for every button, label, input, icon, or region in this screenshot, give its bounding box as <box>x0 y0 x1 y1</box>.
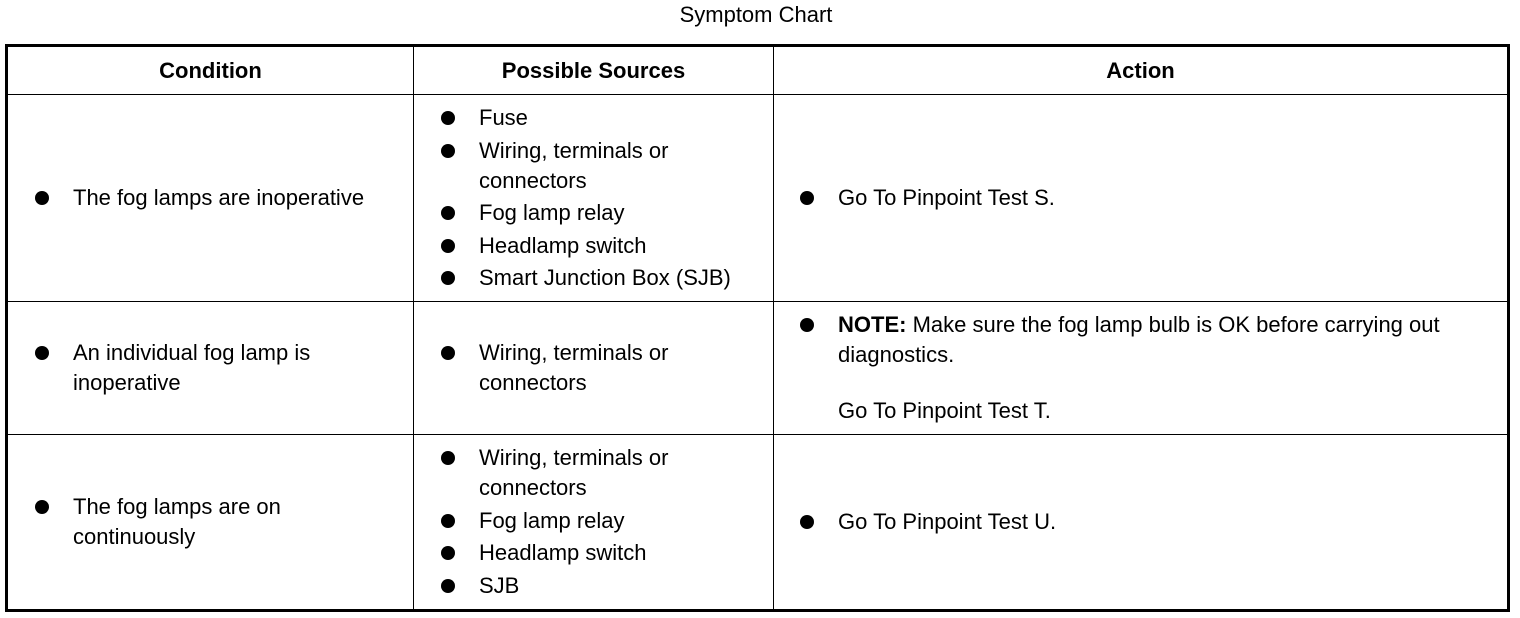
list-item <box>441 136 763 196</box>
source-text: SJB <box>479 572 520 598</box>
action-text: Go To Pinpoint Test T. <box>838 398 1051 423</box>
action-text: Go To Pinpoint Test S. <box>838 185 1055 210</box>
bullet-icon <box>441 346 455 360</box>
bullet-icon <box>35 500 49 514</box>
list-item <box>441 538 763 568</box>
source-text: Wiring, terminals or connectors <box>479 137 669 193</box>
bullet-icon <box>441 239 455 253</box>
note-text: Make sure the fog lamp bulb is OK before carrying out diagnostics. <box>838 312 1440 367</box>
bullet-icon <box>35 191 49 205</box>
source-text: Headlamp switch <box>479 232 647 258</box>
header-row <box>7 46 1509 95</box>
condition-cell <box>7 302 414 435</box>
bullet-icon <box>800 191 814 205</box>
table-row <box>7 95 1509 302</box>
list-item <box>800 507 1487 537</box>
bullet-icon <box>441 579 455 593</box>
bullet-icon <box>441 546 455 560</box>
bullet-icon <box>441 271 455 285</box>
bullet-icon <box>441 514 455 528</box>
sources-cell <box>414 95 774 302</box>
source-text: Fog lamp relay <box>479 507 625 533</box>
condition-text: The fog lamps are on continuously <box>73 494 281 549</box>
list-item <box>35 492 403 552</box>
bullet-icon <box>441 144 455 158</box>
list-item <box>441 103 763 133</box>
bullet-icon <box>441 451 455 465</box>
bullet-icon <box>800 515 814 529</box>
bullet-icon <box>35 346 49 360</box>
header-condition: Condition <box>7 46 414 95</box>
action-cell <box>774 435 1509 611</box>
table-row <box>7 435 1509 611</box>
source-text: Fuse <box>479 105 528 130</box>
bullet-icon <box>441 206 455 220</box>
list-item <box>441 443 763 503</box>
bullet-icon <box>800 318 814 332</box>
source-text: Wiring, terminals or connectors <box>479 340 669 395</box>
list-item <box>35 183 403 213</box>
action-cell <box>774 95 1509 302</box>
condition-cell <box>7 435 414 611</box>
sources-cell <box>414 435 774 611</box>
source-text: Wiring, terminals or connectors <box>479 445 669 501</box>
list-item <box>441 263 763 293</box>
condition-text: The fog lamps are inoperative <box>73 185 365 210</box>
source-text: Smart Junction Box (SJB) <box>479 265 731 290</box>
list-item <box>441 338 763 398</box>
bullet-icon <box>441 111 455 125</box>
header-action: Action <box>774 46 1509 95</box>
chart-title: Symptom Chart <box>679 2 833 27</box>
condition-text: An individual fog lamp is inoperative <box>73 340 311 395</box>
action-cell <box>774 302 1509 435</box>
condition-cell <box>7 95 414 302</box>
list-item <box>441 506 763 536</box>
source-text: Headlamp switch <box>479 540 647 566</box>
list-item <box>441 231 763 261</box>
note-label: NOTE: <box>838 312 907 337</box>
header-possible-sources: Possible Sources <box>414 46 774 95</box>
list-item <box>35 338 403 398</box>
source-text: Fog lamp relay <box>479 200 625 225</box>
list-item <box>441 571 763 601</box>
sources-cell <box>414 302 774 435</box>
list-item <box>441 198 763 228</box>
table-row <box>7 302 1509 435</box>
list-item <box>800 310 1487 426</box>
action-text: Go To Pinpoint Test U. <box>838 509 1057 534</box>
list-item <box>800 183 1487 213</box>
symptom-table <box>5 44 1510 612</box>
